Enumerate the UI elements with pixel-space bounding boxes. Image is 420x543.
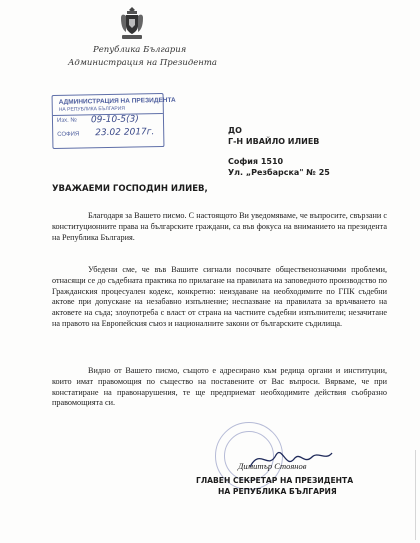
stamp-date-value: 23.02 2017г. (95, 127, 155, 139)
recipient-name: Г-Н ИВАЙЛО ИЛИЕВ (228, 137, 320, 146)
scan-edge-mark (415, 450, 416, 540)
signer-title-line1: ГЛАВЕН СЕКРЕТАР НА ПРЕЗИДЕНТА (196, 476, 354, 485)
recipient-street: Ул. „Резбарска" № 25 (228, 168, 330, 177)
salutation: УВАЖАЕМИ ГОСПОДИН ИЛИЕВ, (52, 184, 208, 194)
stamp-org-line1: АДМИНИСТРАЦИЯ НА ПРЕЗИДЕНТА (58, 96, 176, 106)
body-paragraph-1: Благодаря за Вашето писмо. С настоящото Ви уведомяваме, че въпросите, свързани с конституционните права на българските граждани, са във фокуса на вниманието на президента на Република България. (52, 211, 387, 242)
body-paragraph-2: Убедени сме, че във Вашите сигнали посочвате общественозначими проблеми, отнасящи се до съдебната практика по прилагане на правилата на заповедното производство по Гражданския процесуален кодекс, конкретно: неиздаване на необходимите по ГПК съдебни актове при допускане на незабавно изпълнение; неспазване на правилата за връчването на актовете на съда; злоупотреба с власт от страна на частните съдебни изпълнители; незачитане на правото на Европейския съюз и националните закони от българските съдилища. (52, 265, 387, 328)
letterhead-country: Република България (93, 45, 187, 55)
body-paragraph-3: Видно от Вашето писмо, същото е адресирано към редица органи и институции, които имат правомощия по същество на поставените от Вас въпроси. Вярваме, че при констатиране на правонарушения, те ще предприемат необходимите действия съобразно правомощията си. (52, 366, 387, 408)
letterhead-institution: Администрация на Президента (68, 58, 217, 68)
handwritten-signature-icon (246, 441, 336, 477)
signer-name: Димитър Стоянов (238, 461, 307, 471)
stamp-date-label: СОФИЯ (57, 131, 80, 138)
recipient-to: ДО (228, 126, 242, 135)
stamp-reg-label: Изх. № (56, 117, 77, 124)
registration-stamp (52, 93, 176, 149)
stamp-reg-value: 09-10-5(3) (90, 114, 139, 126)
coat-of-arms-icon (118, 6, 146, 42)
recipient-city: София 1510 (228, 157, 284, 166)
signer-title-line2: НА РЕПУБЛИКА БЪЛГАРИЯ (218, 487, 337, 496)
stamp-org-line2: НА РЕПУБЛИКА БЪЛГАРИЯ (58, 105, 126, 113)
